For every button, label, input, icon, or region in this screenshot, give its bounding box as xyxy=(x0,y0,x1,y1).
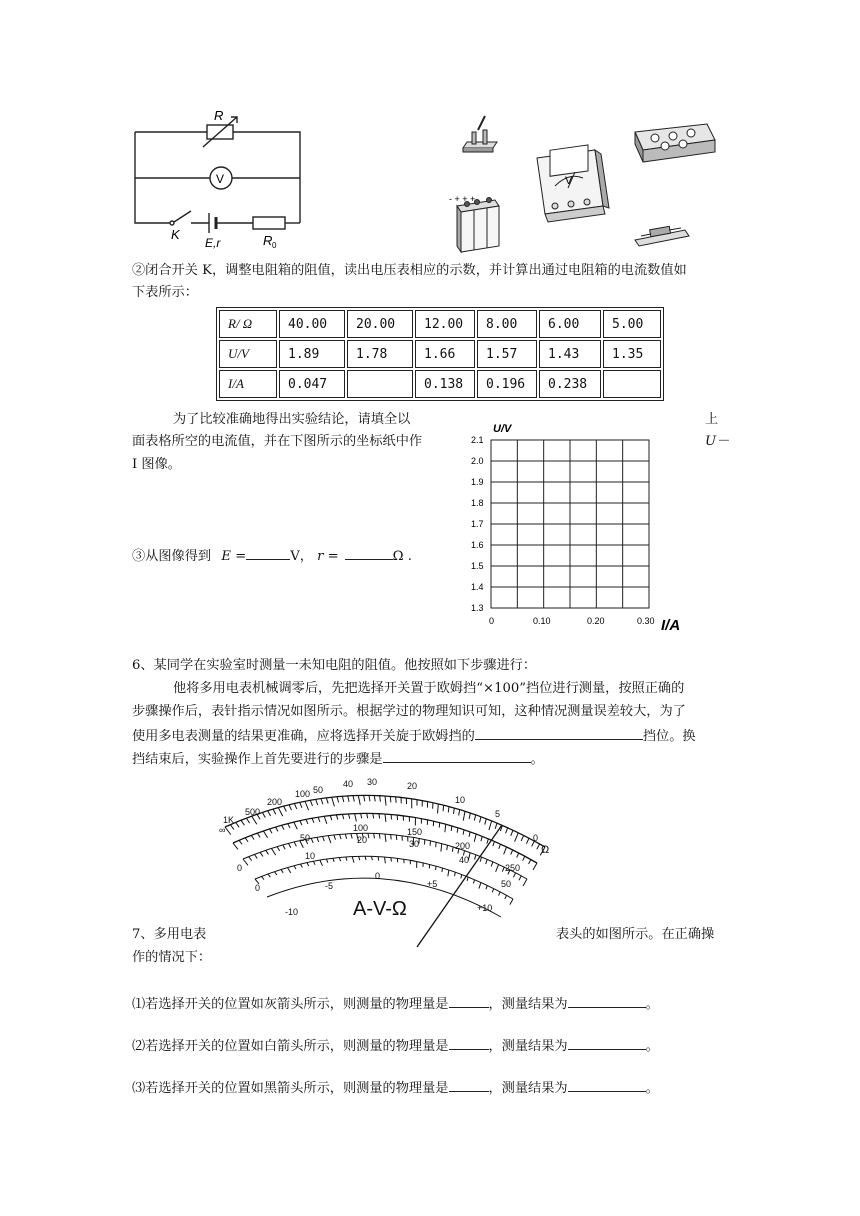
ohm-label-200: 200 xyxy=(267,797,283,807)
dial-tick xyxy=(257,833,260,837)
dial-tick xyxy=(529,860,531,864)
dial-tick xyxy=(312,818,314,823)
table-cell-empty[interactable] xyxy=(347,370,413,398)
y-tick-label: 1.4 xyxy=(471,582,484,592)
dial-tick xyxy=(493,841,495,846)
dial-tick xyxy=(487,839,488,844)
step3-e-label: E = xyxy=(221,549,247,564)
dial-tick xyxy=(330,815,332,820)
dial-tick xyxy=(236,822,239,827)
dial-tick xyxy=(438,804,439,814)
dial-tick xyxy=(246,818,249,823)
q6-para-line3 xyxy=(132,726,696,746)
q6-para-line1: 他将多用电表机械调零后，先把选择开关置于欧姆挡“×100”挡位进行测量，按照正确的 xyxy=(173,681,685,696)
dial-tick xyxy=(307,863,309,867)
db-label-m10: -10 xyxy=(285,907,299,917)
dial-tick xyxy=(351,834,352,839)
q7-item-2-result-blank[interactable] xyxy=(568,1036,646,1050)
db-label-p5: +5 xyxy=(427,879,438,889)
dial-tick xyxy=(474,815,475,821)
dial-tick xyxy=(385,814,386,822)
dial-tick xyxy=(345,834,346,839)
step3-v-unit: V， xyxy=(290,549,313,564)
q7-item-1-text: ⑴若选择开关的位置如灰箭头所示，则测量的物理量是 xyxy=(132,997,449,1012)
dial-tick xyxy=(385,857,386,863)
dial-tick xyxy=(233,843,238,849)
table-cell: 12.00 xyxy=(415,310,475,338)
dial-tick xyxy=(261,876,263,879)
dial-tick xyxy=(491,862,493,867)
dial-tick xyxy=(364,795,365,801)
label-r0-sub: 0 xyxy=(272,241,277,250)
table-cell: 5.00 xyxy=(603,310,661,338)
circuit-diagram xyxy=(125,105,315,255)
instruction-line3: I 图像。 xyxy=(132,457,181,472)
dial-tick xyxy=(320,860,323,866)
x-tick-label: 0.30 xyxy=(637,616,655,626)
dial-tick xyxy=(374,833,375,838)
q7-item-3-text: ⑶若选择开关的位置如黑箭头所示，则测量的物理量是 xyxy=(132,1081,449,1096)
dial-tick xyxy=(294,803,296,808)
resistor-icon xyxy=(635,226,689,246)
dc-label-150: 150 xyxy=(407,827,423,837)
dial-tick xyxy=(369,795,370,801)
ohm-label-0: 0 xyxy=(533,833,539,843)
dial-tick xyxy=(469,832,470,837)
dial-tick xyxy=(505,895,507,899)
q6-para-line4-a: 挡结束后，实验操作上首先要进行的步骤是 xyxy=(132,752,383,767)
dial-tick xyxy=(305,801,309,810)
dial-tick xyxy=(340,834,341,839)
meter-label: A-V-Ω xyxy=(353,898,407,920)
switch-icon xyxy=(463,116,497,152)
dial-tick xyxy=(495,823,497,829)
dial-tick xyxy=(379,834,380,839)
dial-tick xyxy=(323,836,325,841)
dial-tick xyxy=(459,810,460,816)
dial-tick xyxy=(294,866,296,869)
dial-tick xyxy=(469,813,470,819)
instruction-line1-right: 上 xyxy=(705,412,719,427)
table-head-r: R/ Ω xyxy=(219,310,277,338)
label-r0: R xyxy=(263,233,273,248)
step2-line2: 下表所示： xyxy=(132,285,198,300)
dial-tick xyxy=(481,836,482,841)
q6-para-line2: 步骤操作后，表针指示情况如图所示。根据学过的物理知识可知，这种情况测量误差较大，为了 xyxy=(132,704,686,719)
dial-tick xyxy=(521,835,523,840)
db-label-m5: -5 xyxy=(325,881,334,891)
ohm-mark: Ω xyxy=(541,844,550,856)
dial-tick xyxy=(448,870,449,876)
y-tick-label: 1.9 xyxy=(471,477,484,487)
dial-tick xyxy=(288,843,290,847)
dc-label-200: 200 xyxy=(455,841,471,851)
label-er: E,r xyxy=(205,236,221,250)
label-r: R xyxy=(214,108,224,123)
y-tick-label: 1.8 xyxy=(471,498,484,508)
dial-tick xyxy=(281,869,283,872)
dial-tick xyxy=(457,828,458,833)
dial-tick xyxy=(306,819,308,824)
battery-icon xyxy=(457,198,499,253)
dial-tick xyxy=(463,830,464,835)
table-cell-empty[interactable] xyxy=(603,370,661,398)
dial-tick xyxy=(310,800,312,806)
dial-tick xyxy=(283,845,285,849)
y-axis-label: U/V xyxy=(493,423,512,435)
dial-tick xyxy=(391,834,392,839)
dial-tick xyxy=(451,826,452,831)
q7-item-2-quantity-blank[interactable] xyxy=(449,1036,489,1050)
apparatus-voltmeter-label: V xyxy=(565,175,573,187)
q7-item-2-text: ⑵若选择开关的位置如白箭头所示，则测量的物理量是 xyxy=(132,1039,449,1054)
dial-tick xyxy=(326,798,328,804)
e-answer-blank[interactable] xyxy=(246,546,290,560)
dial-tick xyxy=(486,885,487,889)
dial-tick xyxy=(243,859,248,865)
dial-tick xyxy=(519,876,521,880)
dial-tick xyxy=(334,835,336,840)
table-cell: 1.57 xyxy=(477,340,537,368)
q7-item-1-text-b: ，测量结果为 xyxy=(488,997,568,1012)
dial-tick xyxy=(241,820,244,825)
dial-tick xyxy=(463,811,465,820)
dial-tick xyxy=(447,845,448,850)
q7-item-2 xyxy=(132,1036,659,1056)
multimeter-dial xyxy=(215,775,560,950)
q7-item-1-result-blank[interactable] xyxy=(568,994,646,1008)
dial-tick xyxy=(475,855,476,860)
dial-tick xyxy=(537,844,540,849)
ohm-label-20: 20 xyxy=(407,781,418,791)
table-cell: 1.89 xyxy=(279,340,345,368)
x-tick-label: 0 xyxy=(489,616,495,626)
q7-item-2-text-b: ，测量结果为 xyxy=(488,1039,568,1054)
table-row-i xyxy=(219,370,661,398)
dial-tick xyxy=(358,795,360,804)
label-k: K xyxy=(171,227,180,242)
step3-r-label: r = xyxy=(317,549,339,564)
dial-tick xyxy=(453,808,454,814)
q6-para-line4 xyxy=(132,749,544,769)
table-cell: 1.66 xyxy=(415,340,475,368)
q6-para-line3-a: 使用多电表测量的结果更准确，应将选择开关旋于欧姆挡的 xyxy=(132,729,475,744)
ac-label-20: 20 xyxy=(357,835,368,845)
ac-label-10: 10 xyxy=(305,851,316,861)
dial-tick xyxy=(379,814,380,819)
dial-tick xyxy=(385,834,386,842)
y-tick-label: 1.5 xyxy=(471,561,484,571)
table-cell: 20.00 xyxy=(347,310,413,338)
dial-tick xyxy=(355,814,357,822)
dial-tick xyxy=(300,864,302,868)
dial-tick xyxy=(245,838,248,842)
dial-tick xyxy=(486,859,488,864)
table-cell: 0.138 xyxy=(415,370,475,398)
step3-prefix: ③从图像得到 xyxy=(132,549,212,564)
dial-tick xyxy=(316,799,318,805)
dial-tick xyxy=(225,827,231,835)
dial-tick xyxy=(365,856,366,860)
dial-tick xyxy=(511,830,513,836)
q6-title: 6、某同学在实验室时测量一未知电阻的阻值。他按照如下步骤进行： xyxy=(132,658,537,673)
dial-tick xyxy=(300,821,302,826)
q7-item-1 xyxy=(132,994,659,1014)
dial-tick xyxy=(445,824,446,832)
dial-tick xyxy=(442,868,443,872)
dial-tick xyxy=(262,812,265,817)
dial-tick xyxy=(513,873,515,877)
dial-tick xyxy=(342,796,344,802)
q7-title-b: 表头的如图所示。在正确操 xyxy=(556,927,715,942)
ohm-label-500: 500 xyxy=(245,807,261,817)
q6-step-blank[interactable] xyxy=(383,749,531,763)
dial-tick xyxy=(390,796,391,802)
r-answer-blank[interactable] xyxy=(345,546,393,560)
dial-tick xyxy=(452,847,453,852)
dial-tick xyxy=(352,857,354,863)
dial-tick xyxy=(526,838,529,843)
data-table xyxy=(216,307,664,401)
dial-tick xyxy=(273,809,276,814)
dial-tick xyxy=(380,796,381,802)
dc-label-50: 50 xyxy=(300,833,311,843)
table-head-i: I/A xyxy=(219,370,277,398)
dial-tick xyxy=(294,842,296,846)
dial-tick xyxy=(455,872,456,876)
q7-item-3-text-b: ，测量结果为 xyxy=(488,1081,568,1096)
dial-tick xyxy=(333,858,334,862)
ac-label-30: 30 xyxy=(409,839,420,849)
dial-tick xyxy=(499,844,501,849)
table-cell: 0.196 xyxy=(477,370,537,398)
dial-tick xyxy=(374,796,375,802)
table-cell: 1.78 xyxy=(347,340,413,368)
table-cell: 40.00 xyxy=(279,310,345,338)
dial-tick xyxy=(282,825,284,829)
dial-tick xyxy=(467,877,468,881)
dial-tick xyxy=(515,833,519,842)
ohm-label-inf: ∞ xyxy=(219,825,226,835)
dial-tick xyxy=(263,831,267,838)
db-label-0: 0 xyxy=(375,871,381,881)
dial-tick xyxy=(517,853,519,858)
dial-tick xyxy=(378,857,379,861)
ohm-label-10: 10 xyxy=(455,795,466,805)
table-cell: 1.35 xyxy=(603,340,661,368)
instruction-line1: 为了比较准确地得出实验结论，请填全以 xyxy=(173,412,411,427)
dial-tick xyxy=(361,813,362,818)
dial-tick xyxy=(260,852,263,856)
dial-tick xyxy=(339,857,340,861)
table-head-u: U/V xyxy=(219,340,277,368)
label-voltmeter: V xyxy=(216,172,225,186)
dial-tick xyxy=(278,808,282,817)
step3-ohm-unit: Ω . xyxy=(392,549,412,564)
q7-item-1-end: 。 xyxy=(645,997,659,1012)
dial-tick xyxy=(337,797,339,803)
dial-tick xyxy=(504,847,507,854)
dial-tick xyxy=(510,899,513,905)
dial-tick xyxy=(461,875,462,879)
dial-tick xyxy=(252,816,257,824)
ohm-label-1k: 1K xyxy=(223,815,235,825)
table-cell: 8.00 xyxy=(477,310,537,338)
q7-item-2-end: 。 xyxy=(645,1039,659,1054)
dial-tick xyxy=(502,867,504,872)
dial-tick xyxy=(523,879,527,886)
dial-tick xyxy=(367,813,368,818)
dial-tick xyxy=(373,813,374,818)
dial-tick xyxy=(328,836,331,844)
q6-range-blank[interactable] xyxy=(475,726,643,740)
apparatus-illustration xyxy=(445,110,720,255)
dial-tick xyxy=(269,829,272,833)
dial-tick xyxy=(353,796,354,802)
dial-tick xyxy=(346,857,347,861)
dial-tick xyxy=(251,835,254,839)
dial-tick xyxy=(332,797,335,806)
dial-tick xyxy=(489,821,492,830)
dial-tick xyxy=(318,817,320,822)
ac-label-40: 40 xyxy=(459,855,470,865)
q7-item-3-quantity-blank[interactable] xyxy=(449,1078,489,1092)
q7-item-1-quantity-blank[interactable] xyxy=(449,994,489,1008)
dial-tick xyxy=(492,889,494,893)
q7-item-3-result-blank[interactable] xyxy=(568,1078,646,1092)
q7-item-3-end: 。 xyxy=(645,1081,659,1096)
dial-tick xyxy=(372,856,373,860)
dial-tick xyxy=(268,811,271,816)
dial-tick xyxy=(313,861,315,865)
table-cell: 1.43 xyxy=(539,340,601,368)
q7-title-line2: 作的情况下： xyxy=(132,950,212,965)
table-cell: 0.047 xyxy=(279,370,345,398)
dc-label-100: 100 xyxy=(353,823,369,833)
dial-tick xyxy=(474,834,476,842)
instruction-line2-right: U－ xyxy=(705,434,730,449)
dial-tick xyxy=(443,805,444,811)
dial-tick xyxy=(284,806,287,811)
dial-tick xyxy=(342,814,343,819)
ohm-label-30: 30 xyxy=(367,777,378,787)
dial-tick xyxy=(268,874,270,877)
dial-tick xyxy=(324,816,327,824)
q7-item-3 xyxy=(132,1078,659,1098)
dial-tick xyxy=(511,850,513,855)
dc-label-0: 0 xyxy=(237,863,243,873)
dial-tick xyxy=(448,807,449,813)
instruction-line2: 面表格所空的电流值，并在下图所示的坐标纸中作 xyxy=(132,434,423,449)
dial-tick xyxy=(368,833,369,838)
q6-para-line4-b: 。 xyxy=(530,752,544,767)
ohm-label-40: 40 xyxy=(343,779,354,789)
dial-tick xyxy=(239,840,242,844)
dial-tick xyxy=(499,892,501,896)
dial-tick xyxy=(288,824,290,828)
dial-tick xyxy=(480,817,481,823)
dial-tick xyxy=(348,796,349,802)
dial-tick xyxy=(336,815,337,820)
x-tick-label: 0.10 xyxy=(533,616,551,626)
dial-tick xyxy=(249,857,252,861)
dial-tick xyxy=(271,848,275,855)
dial-tick xyxy=(266,850,269,854)
table-cell: 6.00 xyxy=(539,310,601,338)
table-row-r xyxy=(219,310,661,338)
step2-line1: ②闭合开关 K，调整电阻箱的阻值，读出电压表相应的示数，并计算出通过电阻箱的电流数值如 xyxy=(132,263,687,278)
dial-tick xyxy=(359,856,360,860)
dial-tick xyxy=(485,819,487,825)
x-tick-label: 0.20 xyxy=(587,616,605,626)
dial-tick xyxy=(441,844,442,852)
y-tick-label: 1.6 xyxy=(471,540,484,550)
table-row-u xyxy=(219,340,661,368)
step3-line xyxy=(132,546,412,566)
dial-tick xyxy=(274,872,276,875)
dial-tick xyxy=(326,859,328,863)
resistance-box-icon xyxy=(635,124,715,162)
voltmeter-icon xyxy=(537,145,609,222)
dial-tick xyxy=(289,805,292,810)
dial-tick xyxy=(480,857,481,862)
q6-para-line3-b: 挡位。换 xyxy=(642,729,696,744)
dial-tick xyxy=(385,796,386,806)
dial-tick xyxy=(311,838,313,843)
apparatus-battery-label: - + + + xyxy=(449,194,476,204)
ohm-label-5: 5 xyxy=(495,809,501,819)
dial-tick xyxy=(277,847,280,851)
dial-tick xyxy=(300,802,302,808)
y-tick-label: 2.0 xyxy=(471,456,484,466)
dial-tick xyxy=(287,868,290,873)
dial-tick xyxy=(496,864,499,871)
db-label-p10: +10 xyxy=(477,903,493,913)
dial-tick xyxy=(321,799,323,805)
dial-tick xyxy=(230,825,234,830)
ohm-label-50: 50 xyxy=(313,785,324,795)
dial-tick xyxy=(294,822,297,829)
x-axis-label: I/A xyxy=(661,617,681,634)
dial-tick xyxy=(254,854,257,858)
y-tick-label: 1.7 xyxy=(471,519,484,529)
dial-tick xyxy=(473,880,474,884)
dial-tick xyxy=(276,827,278,831)
dial-tick xyxy=(506,828,508,834)
dial-tick xyxy=(479,883,481,889)
dial-tick xyxy=(523,856,525,860)
dial-tick xyxy=(317,837,319,842)
ac-label-50: 50 xyxy=(501,879,512,889)
ac-label-0: 0 xyxy=(255,883,261,893)
table-cell: 0.238 xyxy=(539,370,601,398)
dial-tick xyxy=(349,814,350,819)
y-tick-label: 1.3 xyxy=(471,603,484,613)
q7-title-a: 7、多用电表 xyxy=(132,927,207,942)
dial-tick xyxy=(533,863,537,870)
y-tick-label: 2.1 xyxy=(471,435,484,445)
ui-graph-paper xyxy=(465,418,705,638)
dc-label-250: 250 xyxy=(505,863,521,873)
ohm-label-100: 100 xyxy=(295,789,311,799)
